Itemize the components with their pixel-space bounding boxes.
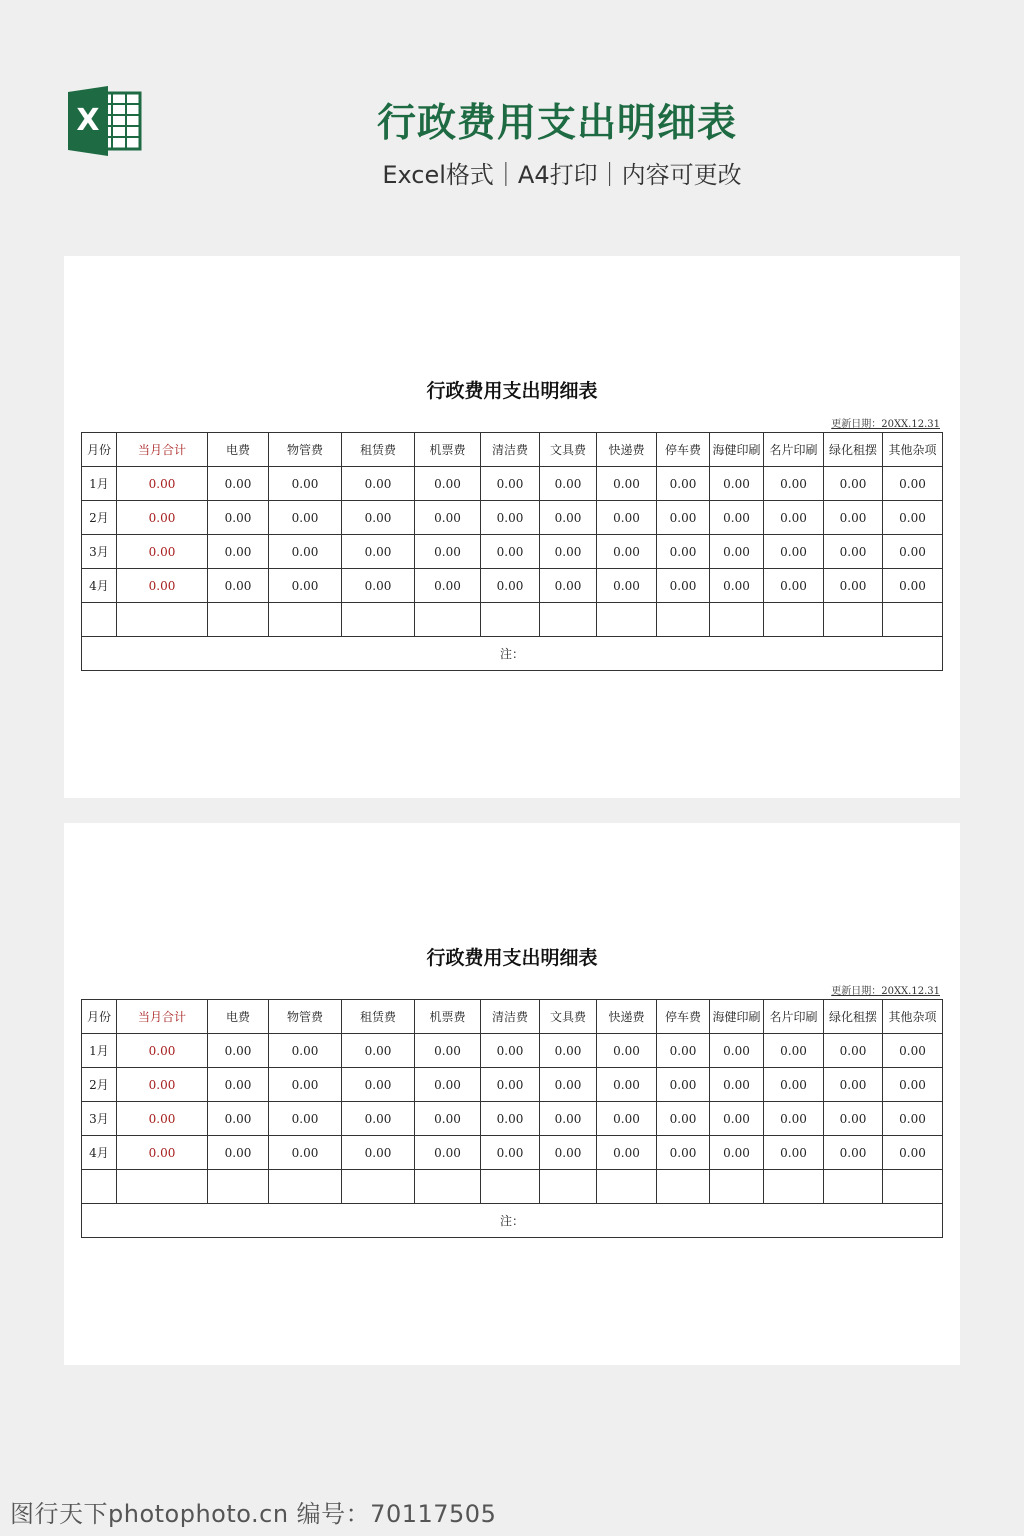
value-cell: 0.00 bbox=[269, 1068, 342, 1102]
value-cell: 0.00 bbox=[481, 1136, 540, 1170]
value-cell: 0.00 bbox=[269, 535, 342, 569]
empty-row bbox=[82, 603, 943, 637]
value-cell: 0.00 bbox=[764, 1068, 824, 1102]
header-cell: 租赁费 bbox=[342, 1000, 415, 1034]
value-cell: 0.00 bbox=[415, 535, 481, 569]
empty-cell bbox=[657, 603, 710, 637]
value-cell: 0.00 bbox=[415, 501, 481, 535]
value-cell: 0.00 bbox=[764, 467, 824, 501]
value-cell: 0.00 bbox=[883, 535, 943, 569]
empty-cell bbox=[540, 1170, 597, 1204]
value-cell: 0.00 bbox=[657, 535, 710, 569]
value-cell: 0.00 bbox=[540, 1068, 597, 1102]
table-row bbox=[82, 535, 943, 569]
value-cell: 0.00 bbox=[764, 1136, 824, 1170]
value-cell: 0.00 bbox=[657, 1102, 710, 1136]
sheet-preview-2 bbox=[64, 823, 960, 1365]
header-cell: 清洁费 bbox=[481, 1000, 540, 1034]
table-header-row bbox=[82, 1000, 943, 1034]
value-cell: 0.00 bbox=[824, 1068, 883, 1102]
header-cell: 机票费 bbox=[415, 1000, 481, 1034]
table-row bbox=[82, 1068, 943, 1102]
note-row bbox=[82, 1204, 943, 1238]
value-cell: 0.00 bbox=[342, 501, 415, 535]
value-cell: 0.00 bbox=[883, 569, 943, 603]
empty-cell bbox=[82, 1170, 117, 1204]
value-cell: 0.00 bbox=[269, 1136, 342, 1170]
value-cell: 0.00 bbox=[540, 1034, 597, 1068]
value-cell: 0.00 bbox=[597, 1068, 657, 1102]
value-cell: 0.00 bbox=[540, 1136, 597, 1170]
total-cell: 0.00 bbox=[117, 569, 208, 603]
total-cell: 0.00 bbox=[117, 1136, 208, 1170]
excel-logo-letter: X bbox=[76, 103, 100, 138]
value-cell: 0.00 bbox=[269, 569, 342, 603]
header-cell: 清洁费 bbox=[481, 433, 540, 467]
empty-cell bbox=[764, 603, 824, 637]
value-cell: 0.00 bbox=[342, 1136, 415, 1170]
empty-cell bbox=[710, 603, 764, 637]
value-cell: 0.00 bbox=[208, 1102, 269, 1136]
update-date: 更新日期：20XX.12.31 bbox=[831, 986, 940, 997]
empty-cell bbox=[540, 603, 597, 637]
header-cell: 月份 bbox=[82, 1000, 117, 1034]
header-cell: 当月合计 bbox=[117, 433, 208, 467]
value-cell: 0.00 bbox=[657, 501, 710, 535]
total-cell: 0.00 bbox=[117, 1034, 208, 1068]
value-cell: 0.00 bbox=[269, 467, 342, 501]
value-cell: 0.00 bbox=[208, 467, 269, 501]
value-cell: 0.00 bbox=[269, 1102, 342, 1136]
empty-cell bbox=[117, 1170, 208, 1204]
header-cell: 名片印刷 bbox=[764, 1000, 824, 1034]
value-cell: 0.00 bbox=[415, 1068, 481, 1102]
value-cell: 0.00 bbox=[824, 535, 883, 569]
header-cell: 电费 bbox=[208, 1000, 269, 1034]
empty-cell bbox=[710, 1170, 764, 1204]
value-cell: 0.00 bbox=[710, 535, 764, 569]
page-subtitle: Excel格式｜A4打印｜内容可更改 bbox=[382, 161, 742, 189]
value-cell: 0.00 bbox=[208, 535, 269, 569]
value-cell: 0.00 bbox=[764, 501, 824, 535]
note-label: 注： bbox=[82, 637, 943, 671]
empty-cell bbox=[481, 603, 540, 637]
value-cell: 0.00 bbox=[883, 1136, 943, 1170]
value-cell: 0.00 bbox=[342, 1034, 415, 1068]
value-cell: 0.00 bbox=[824, 501, 883, 535]
value-cell: 0.00 bbox=[415, 1136, 481, 1170]
value-cell: 0.00 bbox=[481, 1034, 540, 1068]
month-cell: 2月 bbox=[82, 501, 117, 535]
value-cell: 0.00 bbox=[481, 501, 540, 535]
value-cell: 0.00 bbox=[764, 535, 824, 569]
value-cell: 0.00 bbox=[764, 569, 824, 603]
empty-cell bbox=[208, 1170, 269, 1204]
empty-cell bbox=[269, 603, 342, 637]
value-cell: 0.00 bbox=[657, 1034, 710, 1068]
value-cell: 0.00 bbox=[883, 1034, 943, 1068]
value-cell: 0.00 bbox=[657, 569, 710, 603]
value-cell: 0.00 bbox=[481, 535, 540, 569]
value-cell: 0.00 bbox=[481, 1102, 540, 1136]
header-cell: 停车费 bbox=[657, 433, 710, 467]
value-cell: 0.00 bbox=[764, 1034, 824, 1068]
table-row bbox=[82, 1102, 943, 1136]
total-cell: 0.00 bbox=[117, 1102, 208, 1136]
value-cell: 0.00 bbox=[540, 1102, 597, 1136]
value-cell: 0.00 bbox=[415, 1034, 481, 1068]
value-cell: 0.00 bbox=[710, 569, 764, 603]
empty-cell bbox=[82, 603, 117, 637]
value-cell: 0.00 bbox=[597, 1102, 657, 1136]
value-cell: 0.00 bbox=[540, 467, 597, 501]
table-header-row bbox=[82, 433, 943, 467]
header-cell: 绿化租摆 bbox=[824, 1000, 883, 1034]
value-cell: 0.00 bbox=[597, 535, 657, 569]
value-cell: 0.00 bbox=[710, 467, 764, 501]
value-cell: 0.00 bbox=[883, 467, 943, 501]
total-cell: 0.00 bbox=[117, 467, 208, 501]
value-cell: 0.00 bbox=[597, 467, 657, 501]
value-cell: 0.00 bbox=[710, 1068, 764, 1102]
total-cell: 0.00 bbox=[117, 535, 208, 569]
value-cell: 0.00 bbox=[710, 1136, 764, 1170]
header-cell: 快递费 bbox=[597, 433, 657, 467]
value-cell: 0.00 bbox=[415, 1102, 481, 1136]
value-cell: 0.00 bbox=[710, 1034, 764, 1068]
empty-cell bbox=[342, 1170, 415, 1204]
total-cell: 0.00 bbox=[117, 1068, 208, 1102]
sheet-title: 行政费用支出明细表 bbox=[426, 947, 598, 969]
month-cell: 4月 bbox=[82, 1136, 117, 1170]
empty-cell bbox=[208, 603, 269, 637]
value-cell: 0.00 bbox=[657, 1136, 710, 1170]
value-cell: 0.00 bbox=[883, 1102, 943, 1136]
header-cell: 租赁费 bbox=[342, 433, 415, 467]
value-cell: 0.00 bbox=[824, 1102, 883, 1136]
header-cell: 物管费 bbox=[269, 433, 342, 467]
header-cell: 其他杂项 bbox=[883, 1000, 943, 1034]
value-cell: 0.00 bbox=[415, 569, 481, 603]
value-cell: 0.00 bbox=[208, 1136, 269, 1170]
header-cell: 其他杂项 bbox=[883, 433, 943, 467]
empty-cell bbox=[117, 603, 208, 637]
header-cell: 停车费 bbox=[657, 1000, 710, 1034]
empty-cell bbox=[269, 1170, 342, 1204]
page-title: 行政费用支出明细表 bbox=[376, 101, 737, 146]
empty-cell bbox=[342, 603, 415, 637]
sheet-preview-1 bbox=[64, 256, 960, 798]
header-cell: 绿化租摆 bbox=[824, 433, 883, 467]
value-cell: 0.00 bbox=[269, 501, 342, 535]
value-cell: 0.00 bbox=[269, 1034, 342, 1068]
month-cell: 4月 bbox=[82, 569, 117, 603]
value-cell: 0.00 bbox=[597, 501, 657, 535]
value-cell: 0.00 bbox=[597, 569, 657, 603]
table-row bbox=[82, 501, 943, 535]
table-row bbox=[82, 467, 943, 501]
empty-cell bbox=[824, 603, 883, 637]
value-cell: 0.00 bbox=[342, 467, 415, 501]
value-cell: 0.00 bbox=[540, 501, 597, 535]
value-cell: 0.00 bbox=[208, 501, 269, 535]
table-row bbox=[82, 569, 943, 603]
header-cell: 电费 bbox=[208, 433, 269, 467]
value-cell: 0.00 bbox=[824, 569, 883, 603]
value-cell: 0.00 bbox=[883, 501, 943, 535]
empty-cell bbox=[883, 603, 943, 637]
value-cell: 0.00 bbox=[540, 535, 597, 569]
value-cell: 0.00 bbox=[710, 501, 764, 535]
header-cell: 当月合计 bbox=[117, 1000, 208, 1034]
header-cell: 快递费 bbox=[597, 1000, 657, 1034]
total-cell: 0.00 bbox=[117, 501, 208, 535]
empty-cell bbox=[597, 1170, 657, 1204]
watermark: 图行天下photophoto.cn 编号：70117505 bbox=[10, 1500, 497, 1528]
table-row bbox=[82, 1136, 943, 1170]
empty-cell bbox=[764, 1170, 824, 1204]
empty-cell bbox=[657, 1170, 710, 1204]
empty-row bbox=[82, 1170, 943, 1204]
header-cell: 海健印刷 bbox=[710, 433, 764, 467]
value-cell: 0.00 bbox=[824, 1034, 883, 1068]
value-cell: 0.00 bbox=[824, 467, 883, 501]
month-cell: 1月 bbox=[82, 467, 117, 501]
month-cell: 3月 bbox=[82, 1102, 117, 1136]
empty-cell bbox=[883, 1170, 943, 1204]
value-cell: 0.00 bbox=[764, 1102, 824, 1136]
header-cell: 物管费 bbox=[269, 1000, 342, 1034]
update-date: 更新日期：20XX.12.31 bbox=[831, 419, 940, 430]
value-cell: 0.00 bbox=[415, 467, 481, 501]
value-cell: 0.00 bbox=[710, 1102, 764, 1136]
value-cell: 0.00 bbox=[824, 1136, 883, 1170]
month-cell: 2月 bbox=[82, 1068, 117, 1102]
header-cell: 文具费 bbox=[540, 1000, 597, 1034]
value-cell: 0.00 bbox=[540, 569, 597, 603]
value-cell: 0.00 bbox=[481, 569, 540, 603]
value-cell: 0.00 bbox=[342, 1102, 415, 1136]
value-cell: 0.00 bbox=[481, 1068, 540, 1102]
empty-cell bbox=[597, 603, 657, 637]
header-cell: 月份 bbox=[82, 433, 117, 467]
expense-table bbox=[81, 432, 943, 671]
empty-cell bbox=[415, 603, 481, 637]
note-row bbox=[82, 637, 943, 671]
header-cell: 名片印刷 bbox=[764, 433, 824, 467]
value-cell: 0.00 bbox=[481, 467, 540, 501]
value-cell: 0.00 bbox=[597, 1136, 657, 1170]
month-cell: 1月 bbox=[82, 1034, 117, 1068]
value-cell: 0.00 bbox=[597, 1034, 657, 1068]
header-cell: 文具费 bbox=[540, 433, 597, 467]
note-label: 注： bbox=[82, 1204, 943, 1238]
value-cell: 0.00 bbox=[342, 1068, 415, 1102]
sheet-title: 行政费用支出明细表 bbox=[426, 380, 598, 402]
value-cell: 0.00 bbox=[208, 569, 269, 603]
empty-cell bbox=[481, 1170, 540, 1204]
month-cell: 3月 bbox=[82, 535, 117, 569]
table-row bbox=[82, 1034, 943, 1068]
value-cell: 0.00 bbox=[657, 1068, 710, 1102]
value-cell: 0.00 bbox=[342, 535, 415, 569]
value-cell: 0.00 bbox=[342, 569, 415, 603]
value-cell: 0.00 bbox=[883, 1068, 943, 1102]
value-cell: 0.00 bbox=[657, 467, 710, 501]
header-cell: 海健印刷 bbox=[710, 1000, 764, 1034]
value-cell: 0.00 bbox=[208, 1034, 269, 1068]
empty-cell bbox=[824, 1170, 883, 1204]
value-cell: 0.00 bbox=[208, 1068, 269, 1102]
empty-cell bbox=[415, 1170, 481, 1204]
expense-table bbox=[81, 999, 943, 1238]
header-cell: 机票费 bbox=[415, 433, 481, 467]
